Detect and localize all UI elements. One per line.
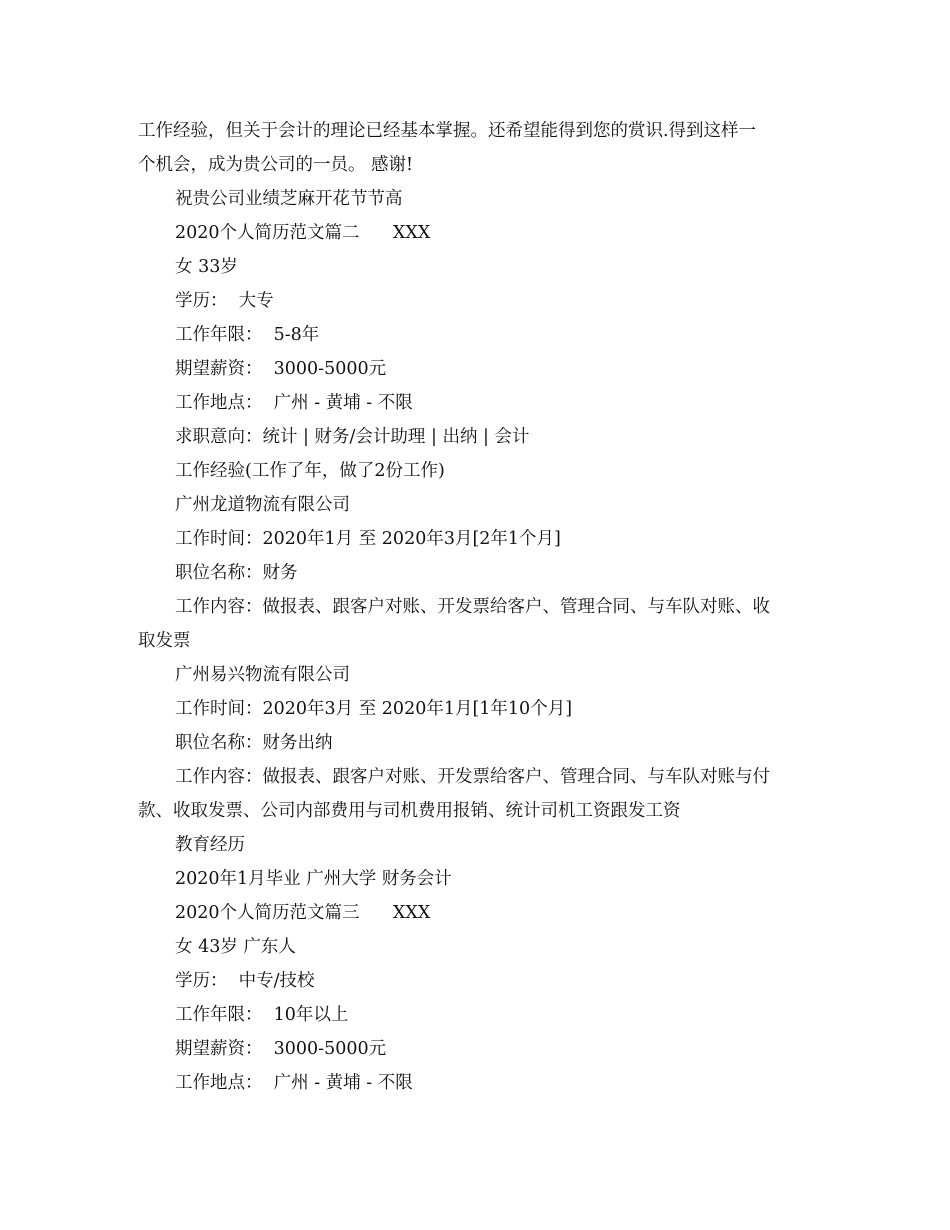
text-line: 学历： 大专	[175, 291, 274, 311]
text-line: 工作内容：做报表、跟客户对账、开发票给客户、管理合同、与车队对账与付	[175, 767, 770, 787]
document-body	[138, 114, 818, 1100]
section-heading: 2020个人简历范文篇三 XXX	[175, 903, 431, 923]
text-line: 工作年限： 5-8年	[175, 325, 320, 345]
text-line: 个机会，成为贵公司的一员。 感谢!	[138, 155, 414, 175]
company-name: 广州龙道物流有限公司	[175, 495, 350, 515]
text-line: 工作内容：做报表、跟客户对账、开发票给客户、管理合同、与车队对账、收	[175, 597, 770, 617]
text-line: 学历： 中专/技校	[175, 971, 315, 991]
text-line: 取发票	[138, 631, 191, 651]
section-heading: 教育经历	[175, 835, 245, 855]
text-line: 工作地点： 广州 - 黄埔 - 不限	[175, 1073, 413, 1093]
text-line: 2020年1月毕业 广州大学 财务会计	[175, 869, 452, 889]
company-name: 广州易兴物流有限公司	[175, 665, 350, 685]
section-heading: 2020个人简历范文篇二 XXX	[175, 223, 431, 243]
text-line: 职位名称：财务出纳	[175, 733, 333, 753]
text-line: 工作地点： 广州 - 黄埔 - 不限	[175, 393, 413, 413]
text-line: 工作经验，但关于会计的理论已经基本掌握。还希望能得到您的赏识.得到这样一	[138, 121, 757, 141]
text-line: 期望薪资： 3000-5000元	[175, 1039, 387, 1059]
text-line: 款、收取发票、公司内部费用与司机费用报销、统计司机工资跟发工资	[138, 801, 681, 821]
text-line: 工作经验(工作了年，做了2份工作)	[175, 461, 445, 481]
text-line: 女 43岁 广东人	[175, 937, 296, 957]
text-line: 女 33岁	[175, 257, 238, 277]
closing-wish: 祝贵公司业绩芝麻开花节节高	[175, 189, 403, 209]
text-line: 工作年限： 10年以上	[175, 1005, 349, 1025]
text-line: 求职意向：统计 | 财务/会计助理 | 出纳 | 会计	[175, 427, 530, 447]
text-line: 工作时间：2020年1月 至 2020年3月[2年1个月]	[175, 529, 561, 549]
text-line: 工作时间：2020年3月 至 2020年1月[1年10个月]	[175, 699, 573, 719]
text-line: 期望薪资： 3000-5000元	[175, 359, 387, 379]
text-line: 职位名称：财务	[175, 563, 298, 583]
